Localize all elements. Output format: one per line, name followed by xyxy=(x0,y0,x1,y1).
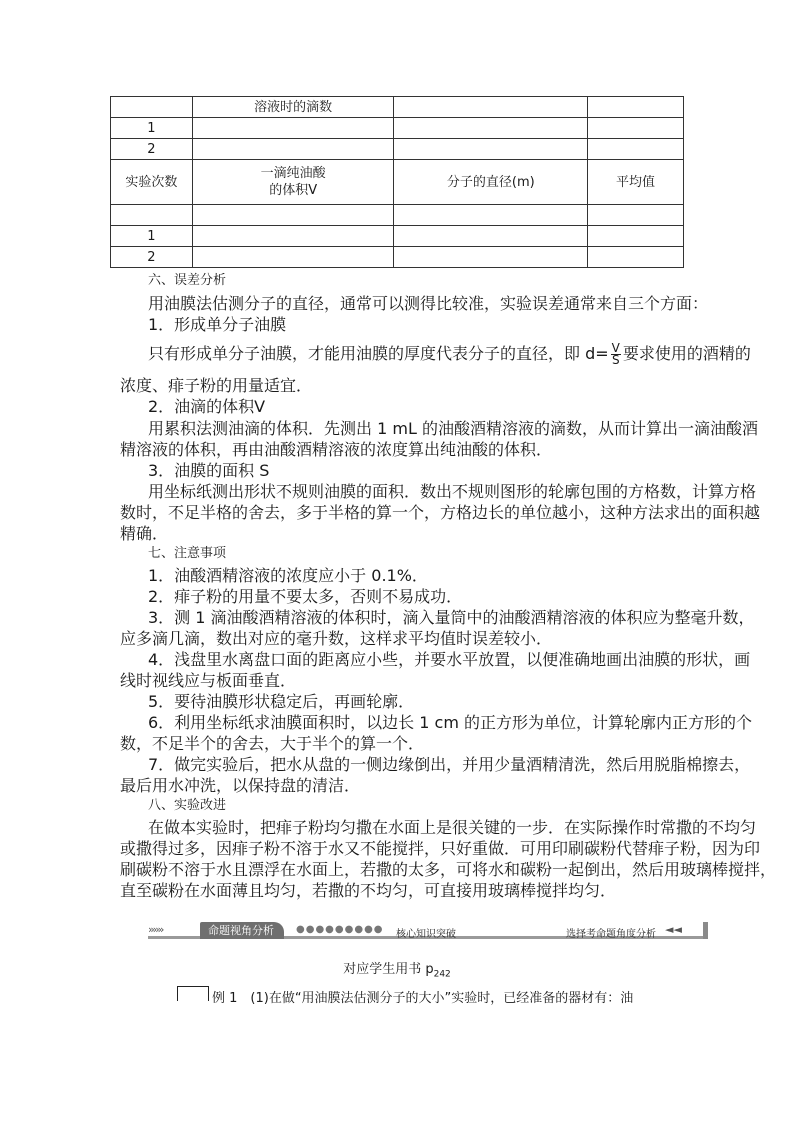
table-row xyxy=(111,226,684,247)
paragraph: 6．利用坐标纸求油膜面积时，以边长 1 cm 的正方形为单位，计算轮廓内正方形的个 xyxy=(148,713,753,732)
subheading: 3．油膜的面积 S xyxy=(148,461,270,480)
banner-end-bar xyxy=(703,922,708,939)
table-cell xyxy=(394,247,588,268)
paragraph: 在做本实验时，把痱子粉均匀撒在水面上是很关键的一步．在实际操作时常撒的不均匀 xyxy=(148,818,757,837)
table-cell xyxy=(192,118,394,139)
table-row xyxy=(111,247,684,268)
table-cell xyxy=(394,205,588,226)
table-cell xyxy=(111,97,193,118)
reference-text: 对应学生用书 p xyxy=(343,962,434,977)
fraction-v-over-s xyxy=(611,343,621,366)
table-cell: 分子的直径(m) xyxy=(394,160,588,205)
formula-suffix: 要求使用的酒精的 xyxy=(622,344,751,363)
example-bracket xyxy=(177,986,209,1001)
section-8-heading: 八、实验改进 xyxy=(148,798,227,813)
table-cell xyxy=(394,226,588,247)
banner-center-label: 核心知识突破 xyxy=(396,929,456,940)
subheading: 2．油滴的体积V xyxy=(148,397,266,416)
table-row xyxy=(111,118,684,139)
banner-right-label: 选择考命题角度分析 xyxy=(566,929,656,940)
table-cell xyxy=(394,97,588,118)
paragraph: 用油膜法估测分子的直径，通常可以测得比较准，实验误差通常来自三个方面： xyxy=(148,294,709,313)
table-row xyxy=(111,97,684,118)
table-cell xyxy=(588,97,684,118)
table-cell xyxy=(394,139,588,160)
section-7-heading: 七、注意事项 xyxy=(148,546,227,561)
subheading: 1．形成单分子油膜 xyxy=(148,315,287,334)
table-row xyxy=(111,139,684,160)
formula-prefix: 只有形成单分子油膜，才能用油膜的厚度代表分子的直径，即 d= xyxy=(148,344,609,363)
paragraph: 或撒得过多，因痱子粉不溶于水又不能搅拌，只好重做．可用印刷碳粉代替痱子粉，因为印 xyxy=(120,839,761,858)
paragraph: 精溶液的体积，再由油酸酒精溶液的浓度算出纯油酸的体积． xyxy=(120,440,553,459)
paragraph: 最后用水冲洗，以保持盘的清洁． xyxy=(120,776,361,795)
table-cell xyxy=(192,247,394,268)
reference-line xyxy=(0,958,794,980)
fraction-numerator: V xyxy=(611,341,620,355)
table-cell xyxy=(588,139,684,160)
table-cell: 1 xyxy=(111,118,193,139)
reference-page: 242 xyxy=(433,969,451,980)
double-arrow-right-icon: ›››››› xyxy=(148,923,163,936)
paragraph: 数时，不足半格的舍去，多于半格的算一个，方格边长的单位越小，这种方法求出的面积越 xyxy=(120,503,761,522)
paragraph: 用累积法测油滴的体积．先测出 1 mL 的油酸酒精溶液的滴数，从而计算出一滴油酸酒 xyxy=(148,419,758,438)
section-banner xyxy=(148,922,708,940)
paragraph: 刷碳粉不溶于水且漂浮在水面上，若撒的太多，可将水和碳粉一起倒出，然后用玻璃棒搅拌， xyxy=(120,860,777,879)
table-cell: 一滴纯油酸 的体积V xyxy=(192,160,394,205)
table-cell xyxy=(111,205,193,226)
paragraph: 1．油酸酒精溶液的浓度应小于 0.1%． xyxy=(148,566,428,585)
table-cell xyxy=(588,205,684,226)
table-cell xyxy=(192,205,394,226)
paragraph: 5．要待油膜形状稳定后，再画轮廓． xyxy=(148,692,415,711)
paragraph: 精确． xyxy=(120,524,169,543)
paragraph: 用坐标纸测出形状不规则油膜的面积．数出不规则图形的轮廓包围的方格数，计算方格 xyxy=(148,482,757,501)
banner-tab-label: 命题视角分析 xyxy=(200,922,284,939)
table-cell xyxy=(192,226,394,247)
table-cell xyxy=(588,247,684,268)
table-row xyxy=(111,160,684,205)
dot-trail-icon: ●●●●●●●●● xyxy=(296,924,384,935)
paragraph: 应多滴几滴，数出对应的毫升数，这样求平均值时误差较小． xyxy=(120,629,553,648)
arrow-left-icon: ◄◄ xyxy=(665,923,682,936)
section-6-heading: 六、误差分析 xyxy=(148,273,227,288)
paragraph: 4．浅盘里水离盘口面的距离应小些，并要水平放置，以便准确地画出油膜的形状，画 xyxy=(148,650,751,669)
table-cell: 1 xyxy=(111,226,193,247)
experiment-table xyxy=(110,96,684,268)
table-cell xyxy=(394,118,588,139)
paragraph: 线时视线应与板面垂直． xyxy=(120,671,297,690)
table-row xyxy=(111,205,684,226)
table-cell: 实验次数 xyxy=(111,160,193,205)
table-cell xyxy=(588,118,684,139)
paragraph: 直至碳粉在水面薄且均匀，若撒的不均匀，可直接用玻璃棒搅拌均匀． xyxy=(120,881,617,900)
paragraph: 浓度、痱子粉的用量适宜． xyxy=(120,376,313,395)
paragraph: 2．痱子粉的用量不要太多，否则不易成功． xyxy=(148,587,463,606)
table-cell xyxy=(192,139,394,160)
fraction-denominator: S xyxy=(611,353,620,367)
table-cell: 平均值 xyxy=(588,160,684,205)
paragraph: 数，不足半个的舍去，大于半个的算一个． xyxy=(120,734,425,753)
table-cell: 溶液时的滴数 xyxy=(192,97,394,118)
example-1-text: 例 1 (1)在做“用油膜法估测分子的大小”实验时，已经准备的器材有：油 xyxy=(212,991,634,1006)
table-cell: 2 xyxy=(111,139,193,160)
paragraph: 3．测 1 滴油酸酒精溶液的体积时，滴入量筒中的油酸酒精溶液的体积应为整毫升数， xyxy=(148,608,755,627)
table-cell: 2 xyxy=(111,247,193,268)
paragraph: 7．做完实验后，把水从盘的一侧边缘倒出，并用少量酒精清洗，然后用脱脂棉擦去， xyxy=(148,755,751,774)
paragraph-with-formula xyxy=(148,341,751,366)
table-cell xyxy=(588,226,684,247)
